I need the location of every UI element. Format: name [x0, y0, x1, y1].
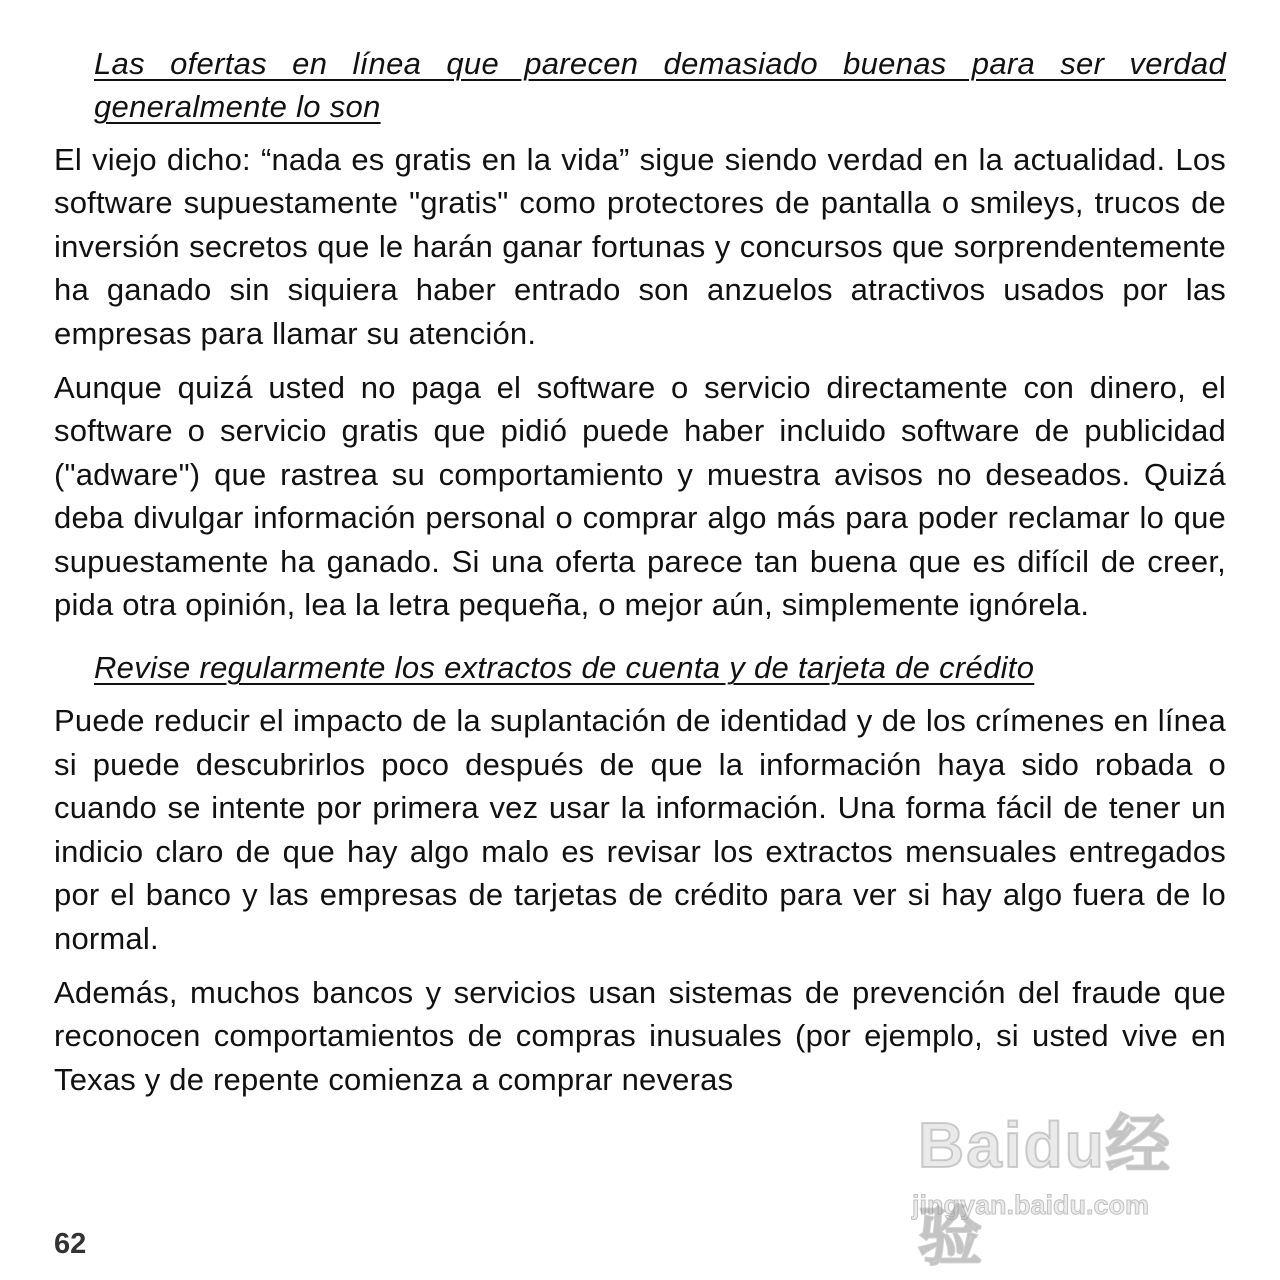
watermark-url: jingyan.baidu.com	[912, 1190, 1150, 1220]
document-page	[54, 42, 1226, 1101]
paragraph-reducir-impacto: Puede reducir el impacto de la suplantación de identidad y de los crímenes en línea si puede descubrirlos poco después de que la información haya sido robada o cuando se intente por primera vez usar la información. Una forma fácil de tener un indicio claro de que hay algo malo es revisar los extractos mensuales entregados por el banco y las empresas de tarjetas de crédito para ver si hay algo fuera de lo normal.	[54, 703, 1226, 956]
paragraph-viejo-dicho: El viejo dicho: “nada es gratis en la vida” sigue siendo verdad en la actualidad. Los software supuestamente "gratis" como protectores de pantalla o smileys, trucos de inversión secretos que le harán ganar fortunas y concursos que sorprendentemente ha ganado sin siquiera haber entrado son anzuelos atractivos usados por las empresas para llamar su atención.	[54, 142, 1226, 351]
watermark-logo: Baidu经验	[918, 1109, 1172, 1273]
baidu-watermark	[900, 1090, 1200, 1273]
paragraph-prevencion-fraude: Además, muchos bancos y servicios usan sistemas de prevención del fraude que reconocen comportamientos de compras inusuales (por ejemplo, si usted vive en Texas y de repente comienza a comprar neveras	[54, 974, 1226, 1097]
section-heading-ofertas: Las ofertas en línea que parecen demasiado buenas para ser verdad generalmente lo son	[94, 46, 1226, 124]
page-number: 62	[54, 1228, 87, 1260]
section-heading-extractos: Revise regularmente los extractos de cuenta y de tarjeta de crédito	[94, 650, 1035, 686]
paragraph-adware: Aunque quizá usted no paga el software o servicio directamente con dinero, el software o servicio gratis que pidió puede haber incluido software de publicidad ("adware") que rastrea su comportamiento y muestra avisos no deseados. Quizá deba divulgar información personal o comprar algo más para poder reclamar lo que supuestamente ha ganado. Si una oferta parece tan buena que es difícil de creer, pida otra opinión, lea la letra pequeña, o mejor aún, simplemente ignórela.	[54, 370, 1226, 623]
